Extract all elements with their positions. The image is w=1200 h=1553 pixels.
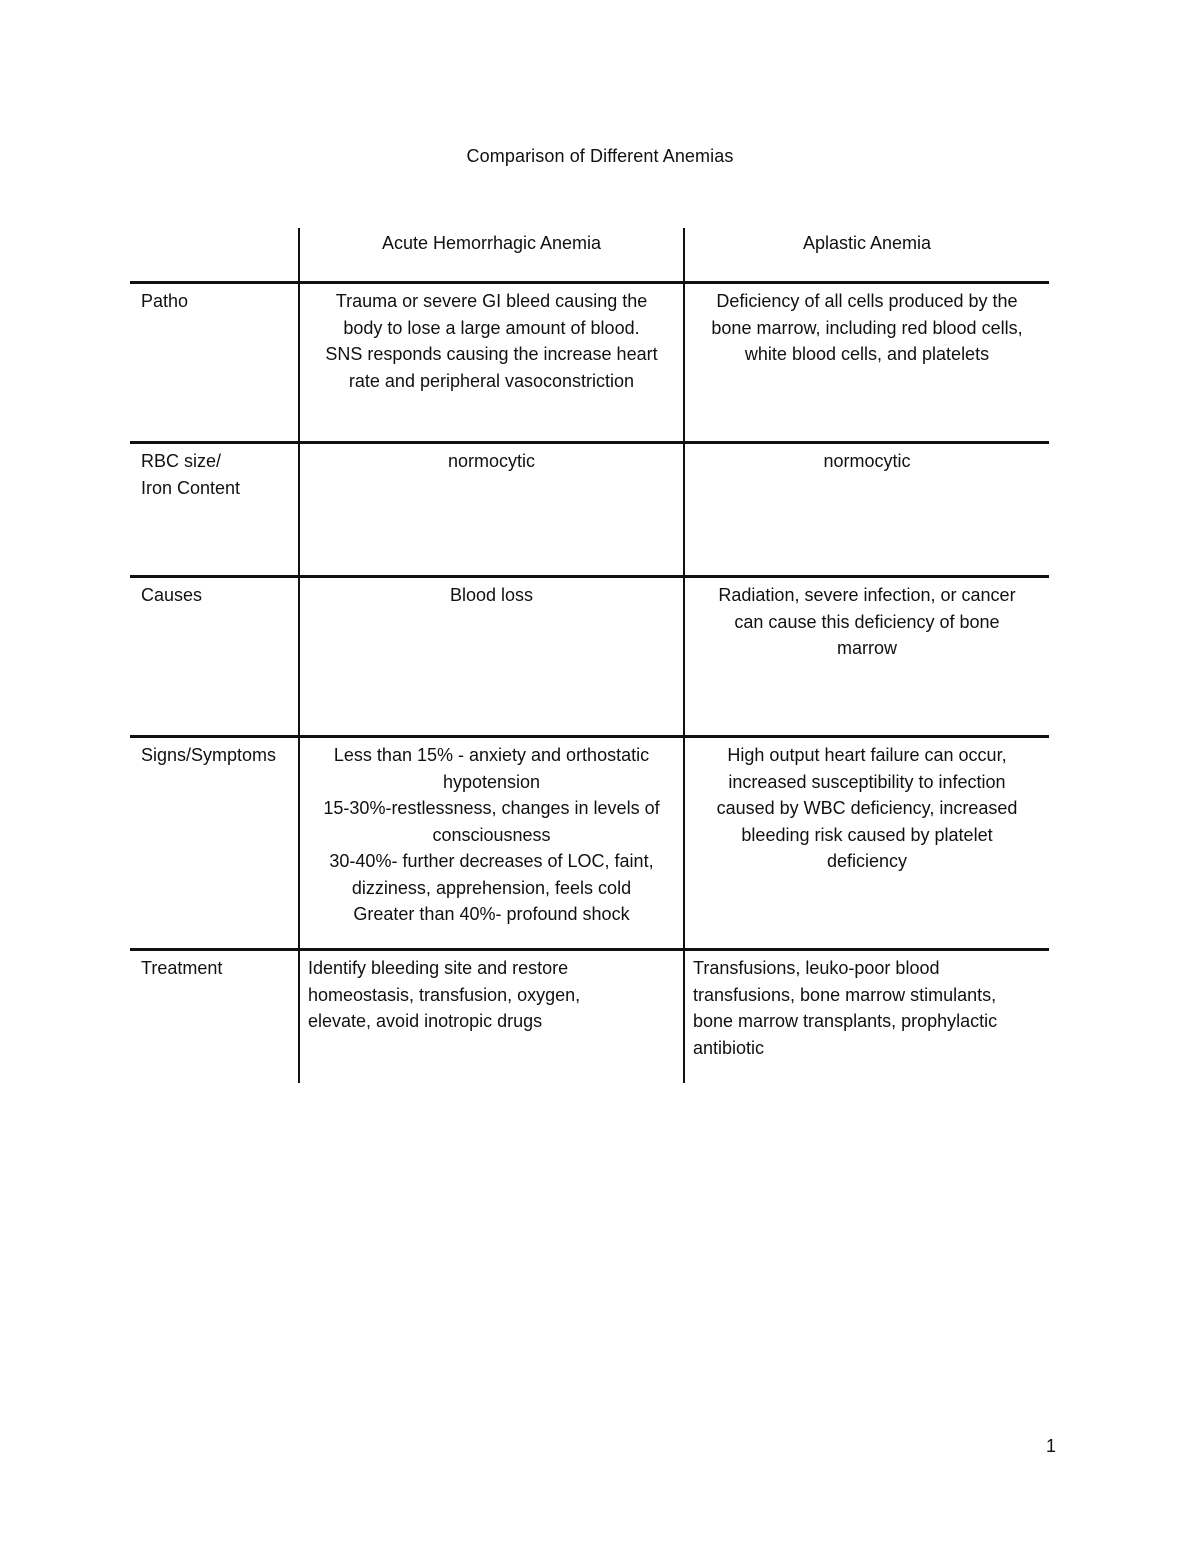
table-row-signs-symptoms xyxy=(130,735,1049,948)
cell-causes-acute xyxy=(298,578,683,735)
cell-line: homeostasis, transfusion, oxygen, xyxy=(308,984,581,1005)
row-label-patho xyxy=(130,284,298,441)
cell-line: Identify bleeding site and restore xyxy=(308,958,569,978)
cell-line: normocytic xyxy=(447,451,536,471)
cell-line: Trauma or severe GI bleed causing the xyxy=(335,291,648,311)
cell-line: consciousness xyxy=(432,824,551,845)
cell-signs-acute xyxy=(298,738,683,948)
cell-line: white blood cells, and platelets xyxy=(744,344,990,364)
table-row-treatment xyxy=(130,948,1049,1083)
cell-line: can cause this deficiency of bone xyxy=(734,611,1000,632)
cell-line: Greater than 40%- profound shock xyxy=(353,904,630,924)
cell-line: caused by WBC deficiency, increased xyxy=(716,798,1018,818)
cell-line: bleeding risk caused by platelet xyxy=(741,824,993,845)
cell-treatment-aplastic xyxy=(683,951,1049,1083)
row-label-treatment xyxy=(130,951,298,1083)
cell-line: transfusions, bone marrow stimulants, xyxy=(693,984,997,1005)
header-cell-empty xyxy=(130,228,298,281)
cell-line: 15-30%-restlessness, changes in levels of xyxy=(323,798,660,818)
cell-line: Transfusions, leuko-poor blood xyxy=(693,958,940,978)
table-row-causes xyxy=(130,575,1049,735)
anemia-comparison-table xyxy=(130,228,1049,1083)
cell-line: normocytic xyxy=(823,451,911,471)
cell-line: deficiency xyxy=(826,851,908,871)
cell-signs-aplastic xyxy=(683,738,1049,948)
page-number: 1 xyxy=(1046,1436,1057,1456)
cell-line: bone marrow transplants, prophylactic xyxy=(693,1011,998,1031)
table-row-rbc-size xyxy=(130,441,1049,575)
row-label-line: Patho xyxy=(141,291,189,311)
cell-line: Radiation, severe infection, or cancer xyxy=(718,585,1016,605)
cell-line: Less than 15% - anxiety and orthostatic xyxy=(333,745,650,765)
row-label-line: Treatment xyxy=(141,958,223,978)
cell-patho-acute xyxy=(298,284,683,441)
cell-line: Deficiency of all cells produced by the xyxy=(716,291,1018,311)
cell-rbc-size-acute xyxy=(298,444,683,575)
cell-line: dizziness, apprehension, feels cold xyxy=(351,877,632,898)
header-aplastic-anemia: Aplastic Anemia xyxy=(683,228,1049,281)
cell-line: marrow xyxy=(836,638,897,658)
cell-line: 30-40%- further decreases of LOC, faint, xyxy=(329,851,654,871)
cell-line: elevate, avoid inotropic drugs xyxy=(308,1011,543,1031)
cell-line: increased susceptibility to infection xyxy=(728,771,1006,792)
row-label-line: Iron Content xyxy=(141,477,241,498)
cell-causes-aplastic xyxy=(683,578,1049,735)
cell-line: High output heart failure can occur, xyxy=(727,745,1007,765)
cell-line: rate and peripheral vasoconstriction xyxy=(348,370,635,391)
row-label-rbc-size xyxy=(130,444,298,575)
row-label-signs-symptoms xyxy=(130,738,298,948)
cell-rbc-size-aplastic xyxy=(683,444,1049,575)
table-header-row xyxy=(130,228,1049,281)
row-label-line: RBC size/ xyxy=(141,451,222,471)
cell-line: SNS responds causing the increase heart xyxy=(325,344,658,364)
row-label-line: Causes xyxy=(141,585,203,605)
table-row-patho xyxy=(130,281,1049,441)
cell-treatment-acute xyxy=(298,951,683,1083)
header-acute-hemorrhagic-anemia: Acute Hemorrhagic Anemia xyxy=(298,228,683,281)
cell-patho-aplastic xyxy=(683,284,1049,441)
page-title: Comparison of Different Anemias xyxy=(466,146,734,166)
cell-line: bone marrow, including red blood cells, xyxy=(711,317,1023,338)
cell-line: body to lose a large amount of blood. xyxy=(343,317,640,338)
cell-line: Blood loss xyxy=(449,585,534,605)
cell-line: antibiotic xyxy=(693,1037,765,1058)
row-label-line: Signs/Symptoms xyxy=(141,745,277,765)
cell-line: hypotension xyxy=(442,771,541,792)
row-label-causes xyxy=(130,578,298,735)
